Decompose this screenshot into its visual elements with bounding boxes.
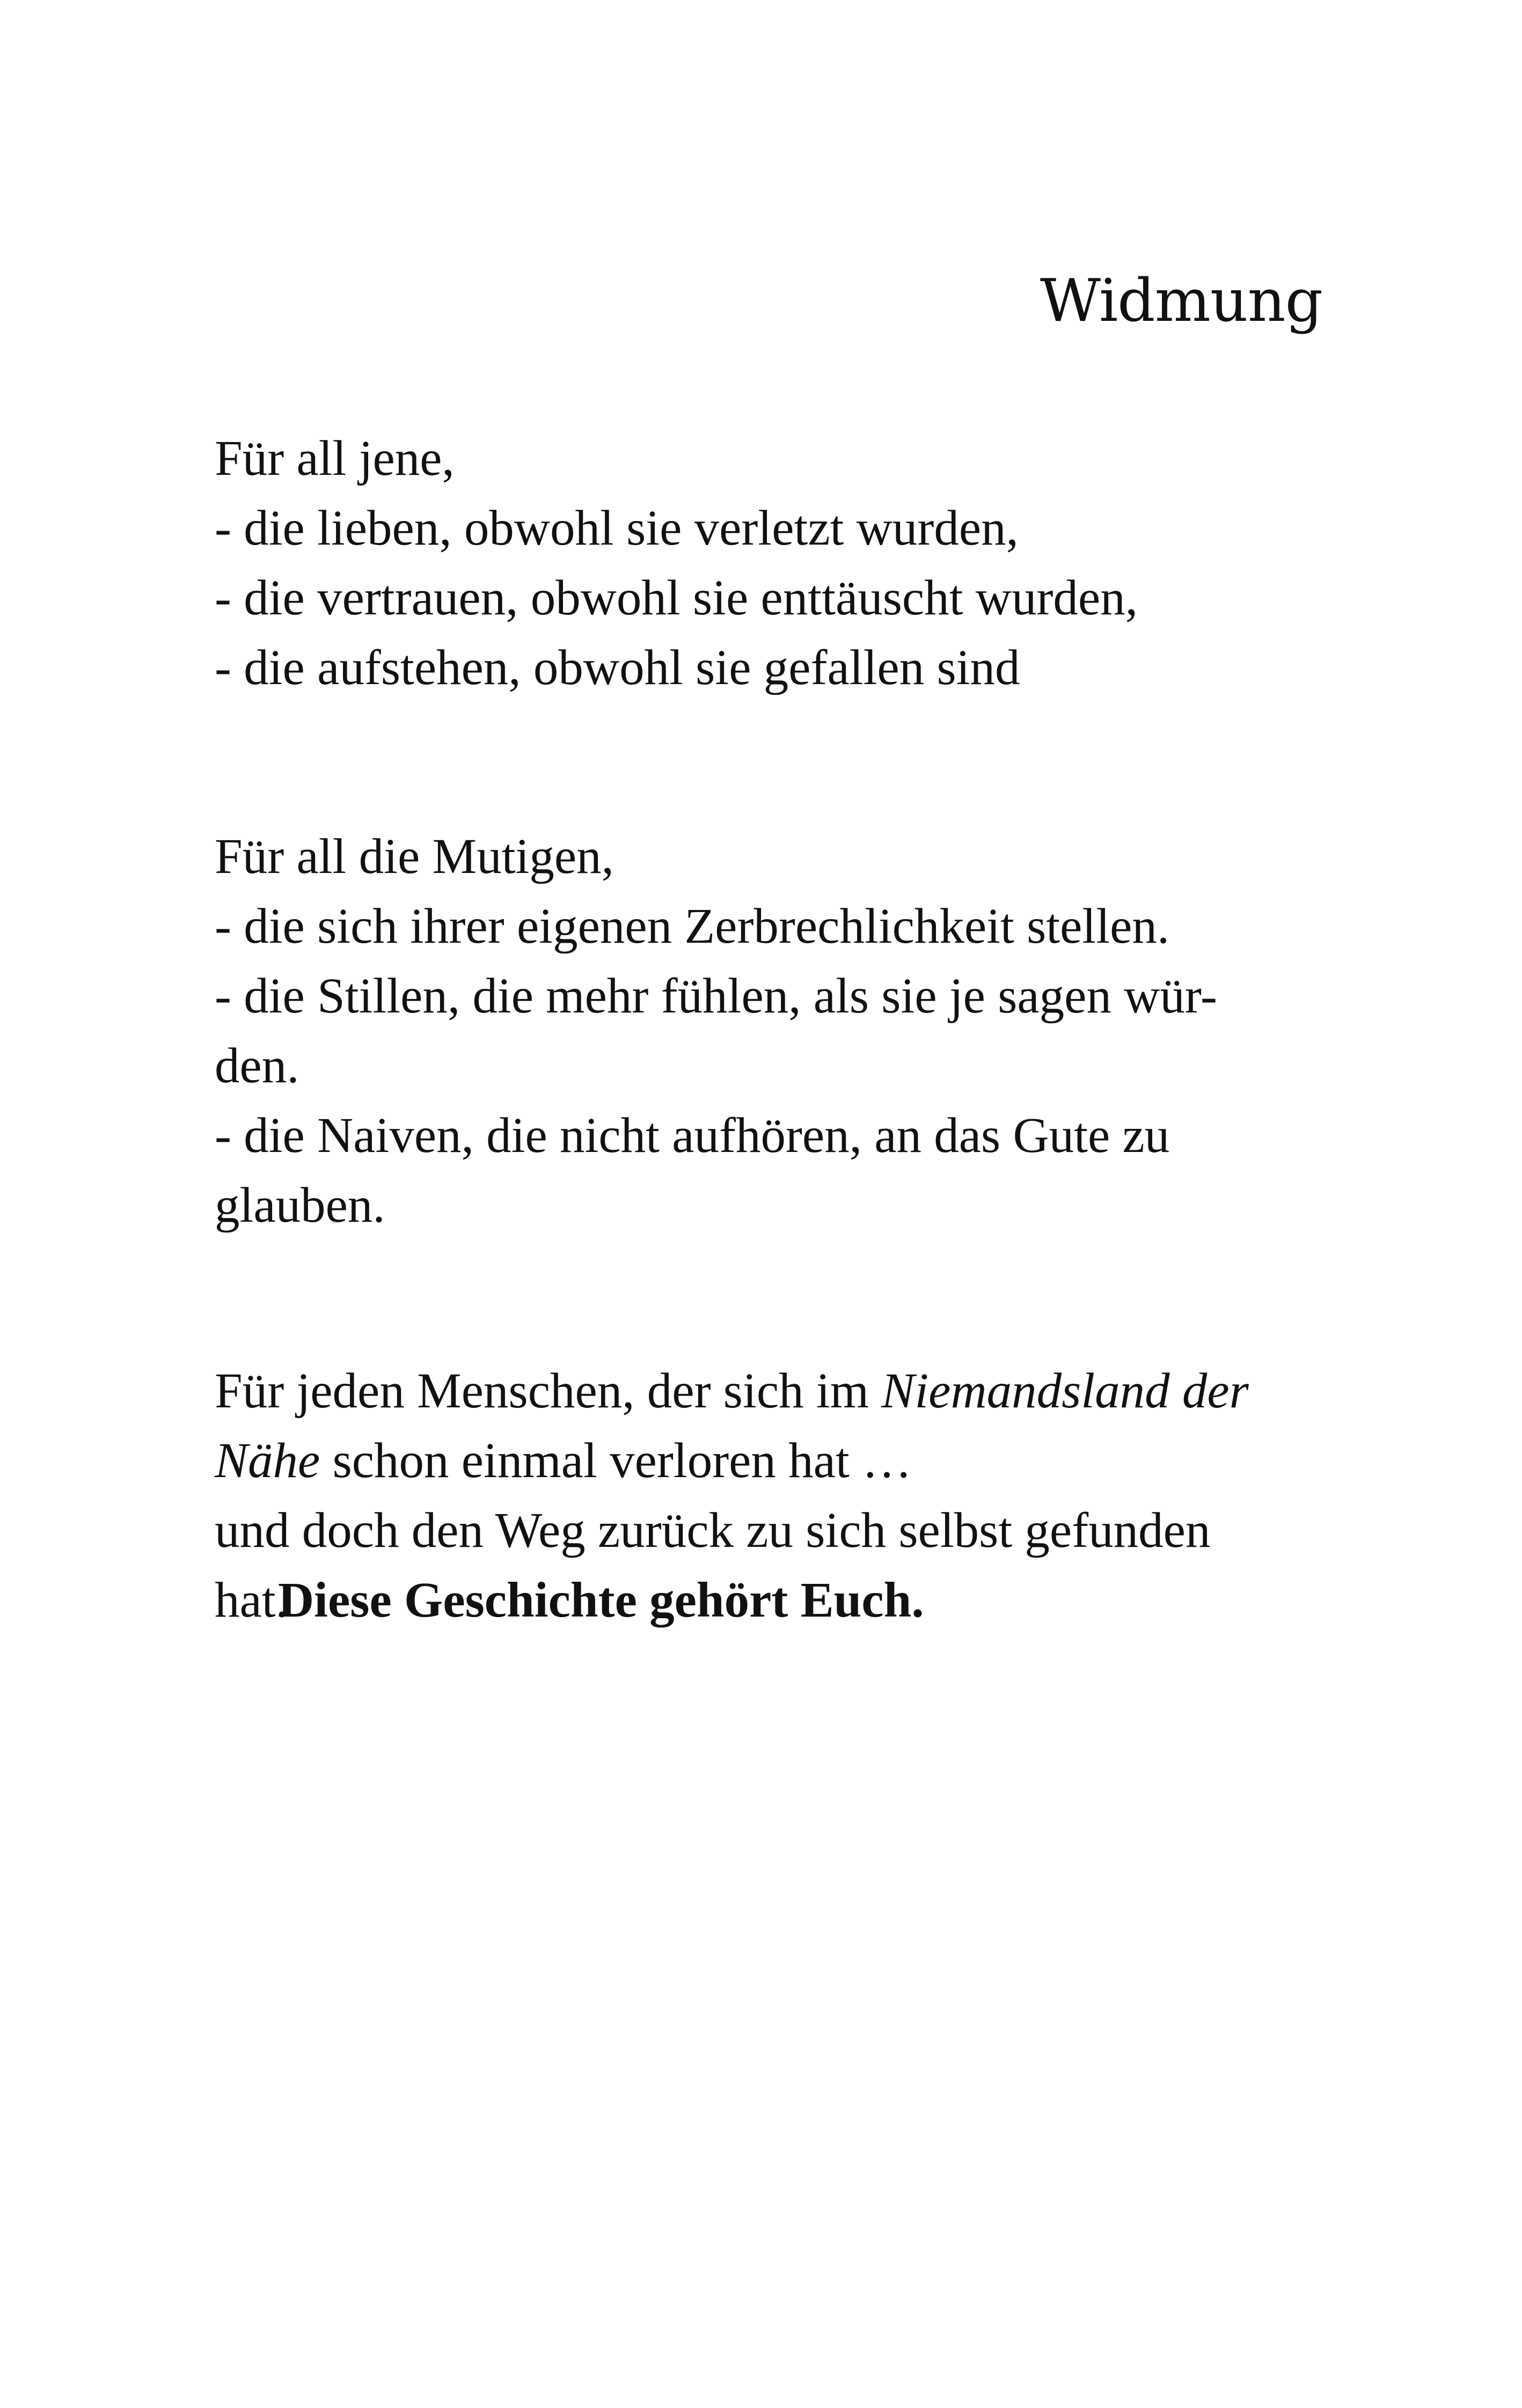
stanza-1 (215, 424, 1331, 703)
stanza-line: - die aufstehen, obwohl sie gefallen sind (215, 640, 1020, 695)
dedication-text (215, 424, 1331, 1635)
stanza-line: glauben. (215, 1178, 385, 1233)
stanza-line: - die Stillen, die mehr fühlen, als sie je sagen wür- (215, 968, 1217, 1024)
book-title-italic: Niemandsland der (881, 1363, 1249, 1419)
stanza-text: schon einmal verloren hat … (320, 1433, 912, 1488)
stanza-spacer (215, 703, 1331, 822)
stanza-line: hat. (215, 1573, 288, 1628)
stanza-line: - die vertrauen, obwohl sie enttäuscht wurden, (215, 570, 1138, 626)
stanza-line: - die Naiven, die nicht aufhören, an das Gute zu (215, 1108, 1170, 1163)
stanza-line: - die sich ihrer eigenen Zerbrechlichkeit stellen. (215, 899, 1170, 954)
stanza-spacer (215, 1240, 1331, 1356)
book-title-italic: Nähe (215, 1433, 320, 1488)
stanza-text: Für jeden Menschen, der sich im (215, 1363, 882, 1419)
stanza-line: Für all die Mutigen, (215, 829, 614, 884)
page-title: Widmung (1040, 266, 1322, 335)
stanza-2 (215, 822, 1331, 1240)
stanza-line (215, 1356, 1331, 1426)
stanza-line: und doch den Weg zurück zu sich selbst gefunden (215, 1503, 1211, 1558)
closing-line: Diese Geschichte gehört Euch. (278, 1573, 924, 1628)
stanza-line: den. (215, 1038, 299, 1093)
stanza-line: Für all jene, (215, 431, 455, 486)
stanza-line (215, 1426, 1331, 1496)
stanza-line: - die lieben, obwohl sie verletzt wurden, (215, 501, 1019, 556)
